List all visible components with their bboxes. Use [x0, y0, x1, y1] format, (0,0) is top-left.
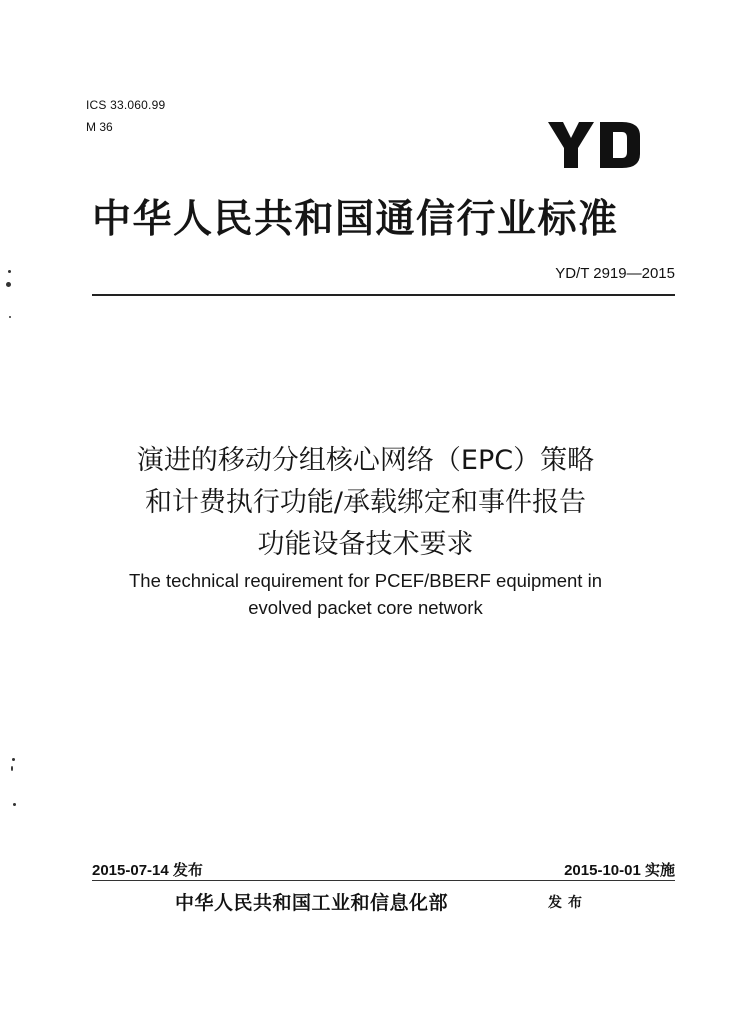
- ics-code: ICS 33.060.99: [86, 98, 166, 112]
- scan-speck: [12, 758, 15, 761]
- standard-number: YD/T 2919—2015: [555, 265, 675, 282]
- english-title-line-2: evolved packet core network: [248, 597, 483, 618]
- industry-standard-name: 中华人民共和国通信行业标准: [92, 196, 619, 242]
- chinese-title-line-3: 功能设备技术要求: [257, 529, 474, 560]
- issuing-ministry: 中华人民共和国工业和信息化部: [175, 892, 449, 914]
- english-title: [40, 567, 691, 621]
- scan-speck: [6, 282, 11, 287]
- scan-speck: [11, 766, 13, 771]
- chinese-title-line-2: 和计费执行功能/承载绑定和事件报告: [144, 487, 587, 518]
- issue-date: 2015-07-14 发布: [92, 862, 203, 879]
- yd-logo: [548, 122, 640, 168]
- chinese-title-line-1: 演进的移动分组核心网络（EPC）策略: [136, 445, 595, 476]
- scan-speck: [9, 316, 11, 318]
- publish-label: 发布: [548, 895, 588, 911]
- header-divider: [92, 294, 675, 296]
- scan-speck: [13, 803, 16, 806]
- classification-code: M 36: [86, 120, 113, 134]
- scan-speck: [8, 270, 11, 273]
- footer-divider: [92, 880, 675, 881]
- implementation-date: 2015-10-01 实施: [564, 862, 675, 879]
- chinese-title: [60, 440, 671, 566]
- yd-logo-graphic: [548, 122, 640, 168]
- english-title-line-1: The technical requirement for PCEF/BBERF equipment in: [129, 570, 602, 591]
